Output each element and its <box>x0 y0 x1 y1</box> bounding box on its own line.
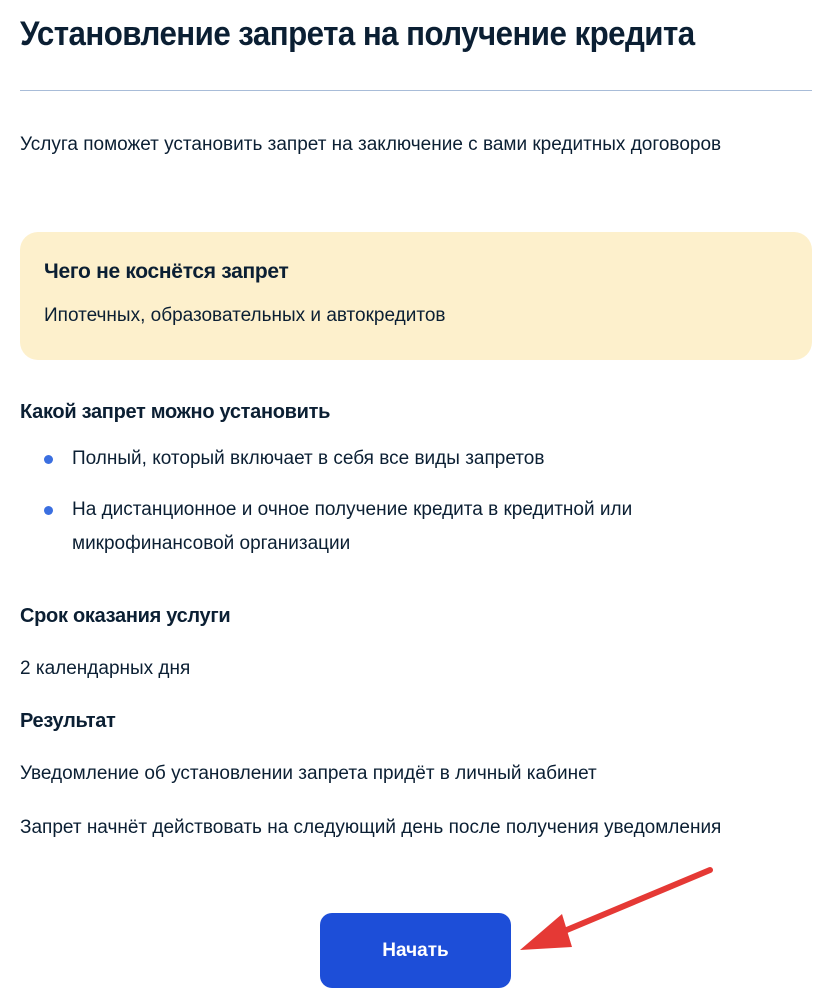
bullet-dot-icon <box>44 455 53 464</box>
list-item <box>20 442 780 476</box>
ban-types-heading: Какой запрет можно установить <box>20 401 331 423</box>
title-divider <box>20 90 812 91</box>
list-item <box>20 493 780 561</box>
result-heading: Результат <box>20 710 116 732</box>
duration-heading: Срок оказания услуги <box>20 605 231 627</box>
ban-types-list <box>20 442 780 578</box>
bullet-dot-icon <box>44 506 53 515</box>
service-description: Услуга поможет установить запрет на заключение с вами кредитных договоров <box>20 134 722 155</box>
start-button[interactable]: Начать <box>320 913 511 988</box>
result-line-2: Запрет начнёт действовать на следующий день после получения уведомления <box>20 817 722 838</box>
list-item-text: Полный, который включает в себя все виды запретов <box>72 448 545 469</box>
duration-value: 2 календарных дня <box>20 658 191 679</box>
callout-title: Чего не коснётся запрет <box>44 260 289 283</box>
list-item-text: На дистанционное и очное получение кредита в кредитной или микрофинансовой организации <box>72 499 633 554</box>
result-line-1: Уведомление об установлении запрета придёт в личный кабинет <box>20 763 597 784</box>
callout-text: Ипотечных, образовательных и автокредитов <box>44 305 446 326</box>
page-title: Установление запрета на получение кредита <box>20 15 695 53</box>
exclusions-callout <box>20 232 812 360</box>
red-arrow-icon <box>510 862 725 962</box>
